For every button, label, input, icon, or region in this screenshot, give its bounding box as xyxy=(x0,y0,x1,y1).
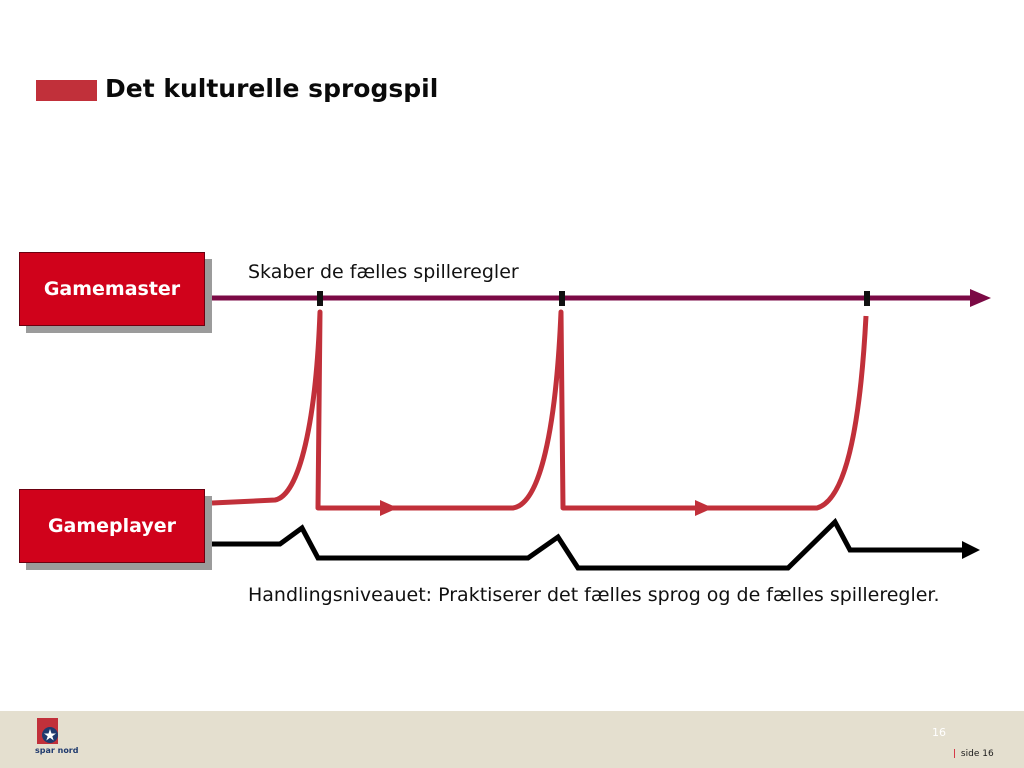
logo-text: spar nord xyxy=(35,746,79,755)
page-label-text: side 16 xyxy=(960,749,994,759)
slide-title: Det kulturelle sprogspil xyxy=(105,74,439,103)
gameplayer-box: Gameplayer xyxy=(19,489,205,563)
rules-timeline-arrowhead xyxy=(970,289,991,307)
page-label xyxy=(953,749,994,759)
page-separator: | xyxy=(953,749,957,759)
action-caption: Handlingsniveauet: Praktiserer det fælles sprog og de fælles spilleregler. xyxy=(248,584,940,606)
slide-number: 16 xyxy=(932,726,946,739)
action-line-arrowhead xyxy=(962,541,980,559)
footer-bar xyxy=(0,711,1024,768)
spar-nord-logo-icon xyxy=(37,718,58,744)
gamemaster-box: Gamemaster xyxy=(19,252,205,326)
action-line xyxy=(205,522,965,568)
rules-tick-3 xyxy=(864,291,870,306)
rules-tick-1 xyxy=(317,291,323,306)
rule-curve xyxy=(212,312,866,508)
rules-caption: Skaber de fælles spilleregler xyxy=(248,261,519,283)
rule-flow-arrow-1 xyxy=(380,500,398,516)
rule-flow-arrow-2 xyxy=(695,500,713,516)
rules-tick-2 xyxy=(559,291,565,306)
